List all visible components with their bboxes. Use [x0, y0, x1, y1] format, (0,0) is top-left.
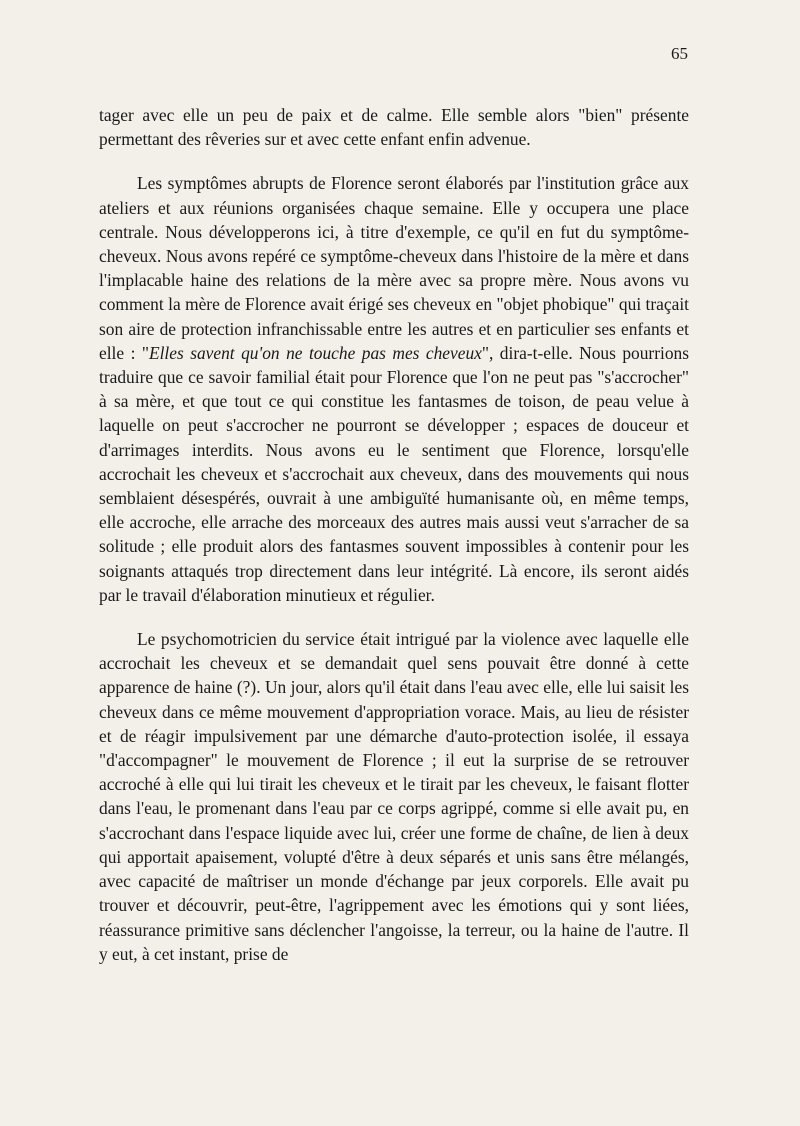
paragraph-text: Le psychomotricien du service était intrigué par la violence avec laquelle elle accrochait les cheveux et se demandait quel sens pouvait être donné à cette apparence de haine (?). Un jour, alors qu'il était dans l'eau avec elle, elle lui saisit les cheveux dans ce même mouvement d'appropriation vorace. Mais, au lieu de résister et de réagir impulsivement par une démarche d'auto-protection isolée, il essaya "d'accompagner" le mouvement de Florence ; il eut la surprise de se retrouver accroché à elle qui lui tirait les cheveux et le tirait par les cheveux, le faisant flotter dans l'eau, le promenant dans l'eau par ce corps agrippé, comme si elle avait pu, en s'accrochant dans l'espace liquide avec lui, créer une forme de chaîne, de lien à deux qui apportait apaisement, volupté d'être à deux séparés et unis sans être mélangés, avec capacité de maîtriser un monde d'échange par jeux corporels. Elle avait pu trouver et découvrir, peut-être, l'agrippement avec les émotions qui y sont liées, réassurance primitive sans déclencher l'angoisse, la terreur, ou la haine de l'autre. Il y eut, à cet instant, prise de	[99, 629, 689, 964]
paragraph-1	[99, 103, 689, 151]
paragraph-text: tager avec elle un peu de paix et de calme. Elle semble alors "bien" présente permettant des rêveries sur et avec cette enfant enfin advenue.	[99, 105, 689, 150]
paragraph-text: ", dira-t-elle. Nous pourrions traduire que ce savoir familial était pour Florence que l'on ne peut pas "s'accrocher" à sa mère, et que tout ce qui constitue les fantasmes de toison, de peau velue à laquelle on peut s'accrocher ne pourront se développer ; espaces de douceur et d'arrimages interdits. Nous avons eu le sentiment que Florence, lorsqu'elle accrochait les cheveux et s'accrochait aux cheveux, dans des mouvements qui nous semblaient désespérés, ouvrait à une ambiguïté humanisante où, en même temps, elle accroche, elle arrache des morceaux des autres mais aussi veut s'arracher de sa solitude ; elle produit alors des fantasmes souvent impossibles à contenir pour les soignants attaqués trop directement dans leur intégrité. Là encore, ils seront aidés par le travail d'élaboration minutieux et régulier.	[99, 342, 690, 605]
italic-quote: Elles savent qu'on ne touche pas mes cheveux	[148, 342, 482, 363]
page-number: 65	[671, 44, 688, 63]
paragraph-2	[99, 171, 689, 607]
body-text	[99, 103, 689, 966]
paragraph-text: Les symptômes abrupts de Florence seront élaborés par l'institution grâce aux ateliers et aux réunions organisées chaque semaine. Elle y occupera une place centrale. Nous développerons ici, à titre d'exemple, ce qu'il en fut du symptôme-cheveux. Nous avons repéré ce symptôme-cheveux dans l'histoire de la mère et dans l'implacable haine des relations de la mère avec sa propre mère. Nous avons vu comment la mère de Florence avait érigé ses cheveux en "objet phobique" qui traçait son aire de protection infranchissable entre les autres et en particulier ses enfants et elle : "	[99, 173, 689, 363]
paragraph-3	[99, 627, 689, 966]
